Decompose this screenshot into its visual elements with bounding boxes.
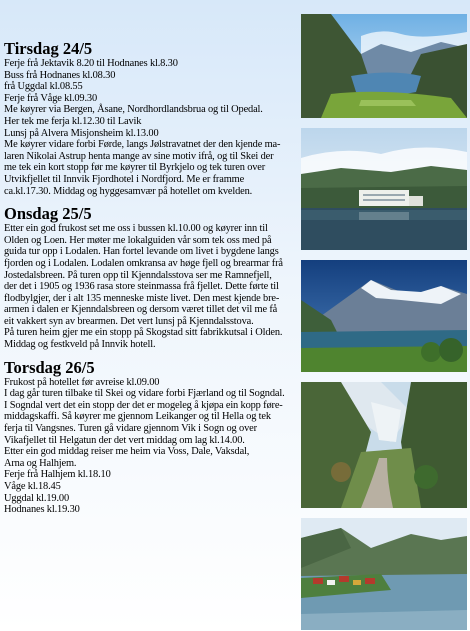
day-title: Onsdag 25/5 — [4, 204, 92, 224]
itinerary-line: armen i dalen er Kjenndalsbreen og dersom været tillet det vil me få — [4, 304, 278, 316]
itinerary-line: me tek ein kort stopp før me køyrer til Byrkjelo og tek turen over — [4, 162, 266, 174]
photo-column — [301, 14, 467, 630]
day-thursday — [4, 359, 298, 516]
itinerary-line: Ferje frå Våge kl.09.30 — [4, 92, 98, 104]
fjord-village-photo — [301, 518, 467, 630]
itinerary-line: ferja til Vangsnes. Turen gå vidare gjennom Vik i Sogn og over — [4, 423, 257, 435]
itinerary-line: flodbylgjer, der i alt 135 menneske miste livet. Den mest kjende bre- — [4, 292, 280, 304]
itinerary-line: Etter ein god middag reiser me heim via Voss, Dale, Vaksdal, — [4, 446, 250, 458]
itinerary-line: Olden og Loen. Her møter me lokalguiden vår som tek oss med på — [4, 234, 272, 246]
itinerary-line: Lunsj på Alvera Misjonsheim kl.13.00 — [4, 127, 159, 139]
itinerary-line: Våge kl.18.45 — [4, 481, 61, 492]
itinerary-line: Ferje frå Halhjem kl.18.10 — [4, 469, 111, 481]
itinerary-line: frå Uggdal kl.08.55 — [4, 81, 83, 93]
itinerary-line: ca.kl.17.30. Middag og hyggesamvær på hotellet om kvelden. — [4, 185, 253, 197]
itinerary-line: Ferje frå Jektavik 8.20 til Hodnanes kl.8.30 — [4, 58, 178, 69]
itinerary-line: fjorden og i Lodalen. Lodalen omkransa av høge fjell og brearmar frå — [4, 257, 283, 269]
itinerary-line: I Sogndal vert det ein stopp der det er mogeleg å kjøpa ein kopp føre- — [4, 399, 283, 411]
itinerary-line: Arna og Halhjem. — [4, 457, 77, 469]
itinerary-line: Me køyrer via Bergen, Åsane, Nordhordlandsbrua og til Opedal. — [4, 104, 263, 116]
day-description — [4, 377, 298, 516]
day-tuesday — [4, 40, 298, 197]
itinerary-line: Uggdal kl.19.00 — [4, 492, 69, 504]
itinerary-text — [4, 40, 298, 524]
lake-glacier-photo — [301, 260, 467, 372]
glacier-valley-photo — [301, 382, 467, 508]
itinerary-line: Jostedalsbreen. På turen opp til Kjenndalsstova ser me Ramnefjell, — [4, 269, 272, 281]
itinerary-line: Hodnanes kl.19.30 — [4, 504, 80, 516]
itinerary-line: laren Nikolai Astrup henta mange av sine motiv ifrå, og til Skei der — [4, 150, 274, 162]
itinerary-line: guida tur opp i Lodalen. Han fortel levande om livet i bygdene langs — [4, 246, 279, 258]
itinerary-line: Vikafjellet til Helgatun der det vert middag om lag kl.14.00. — [4, 434, 245, 446]
day-title: Tirsdag 24/5 — [4, 39, 93, 58]
day-wednesday — [4, 205, 298, 351]
itinerary-line: der det i 1905 og 1936 rasa store steinmassa frå fjellet. Dette førte til — [4, 281, 279, 293]
itinerary-line: Her tek me ferja kl.12.30 til Lavik — [4, 115, 142, 127]
itinerary-line: Frukost på hotellet før avreise kl.09.00 — [4, 376, 160, 388]
itinerary-line: Etter ein god frukost set me oss i bussen kl.10.00 og køyrer inn til — [4, 223, 268, 235]
itinerary-line: Buss frå Hodnanes kl.08.30 — [4, 69, 116, 81]
fjord-valley-photo — [301, 14, 467, 118]
itinerary-line: Utvikfjellet til Innvik Fjordhotel i Nordfjord. Me er framme — [4, 173, 245, 185]
fjord-hotel-photo — [301, 128, 467, 250]
day-description — [4, 223, 298, 351]
day-title: Torsdag 26/5 — [4, 357, 95, 377]
itinerary-line: eit vakkert syn av brearmen. Det vert lunsj på Kjenndalsstova. — [4, 315, 254, 327]
day-description — [4, 58, 298, 197]
itinerary-line: Me køyrer vidare forbi Førde, langs Jølstravatnet der den kjende ma- — [4, 139, 281, 151]
itinerary-line: På turen heim gjer me ein stopp på Skogstad sitt fabrikkutsal i Olden. — [4, 327, 283, 339]
itinerary-line: middagskaffi. Så køyrer me gjennom Leikanger og til Hella og tek — [4, 411, 271, 423]
itinerary-line: I dag går turen tilbake til Skei og vidare forbi Fjærland og til Sogndal. — [4, 388, 285, 400]
itinerary-line: Middag og festkveld på Innvik hotell. — [4, 339, 156, 351]
